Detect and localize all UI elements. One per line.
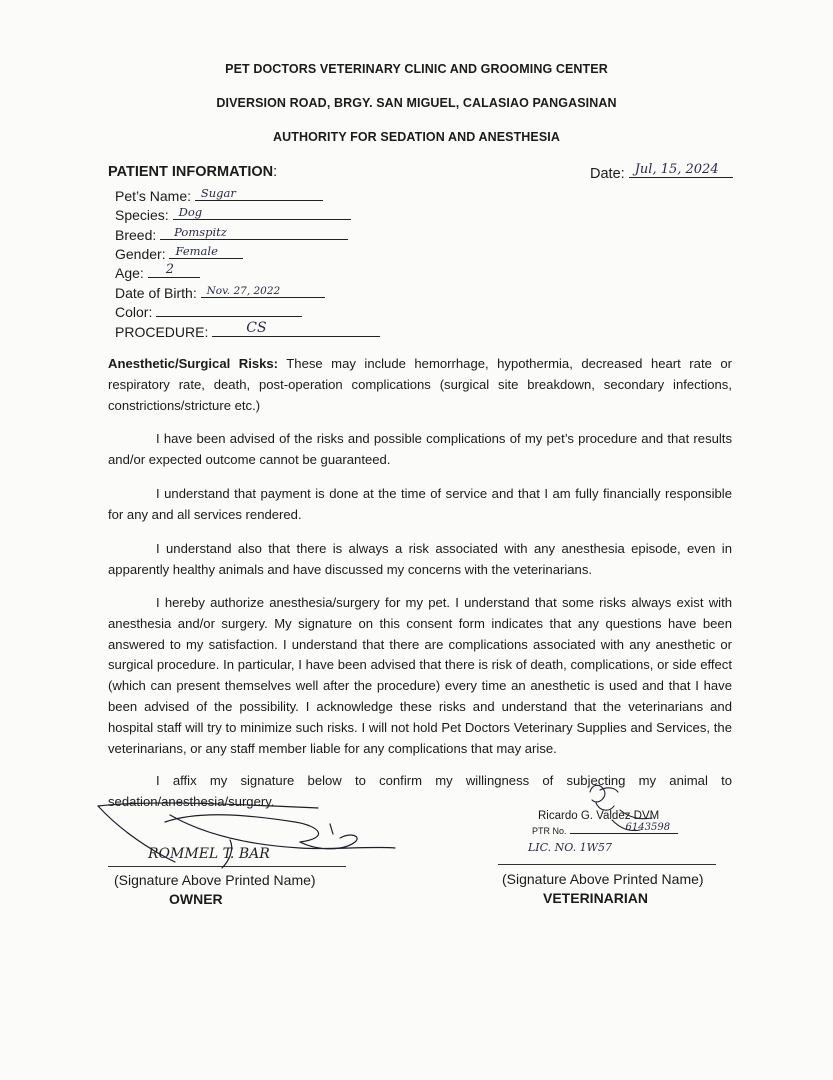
date-value: Jul, 15, 2024 (634, 162, 719, 177)
vet-stamp-name: Ricardo G. Valdez DVM (538, 810, 660, 822)
vet-ptr (532, 824, 678, 836)
pet-name-line (195, 186, 323, 201)
dob-field (115, 283, 325, 301)
risks-text: These may include hemorrhage, hypothermia, decreased heart rate or respiratory rate, death, post-operation complications (surgical site breakdown, secondary infections, constrictions/stricture etc.) (108, 356, 732, 413)
procedure-line (212, 322, 380, 337)
paragraph-payment: I understand that payment is done at the time of service and that I am fully financially responsible for any and all services rendered. (108, 486, 732, 522)
vet-ptr-line (570, 824, 678, 834)
dob-label: Date of Birth: (115, 285, 197, 301)
owner-printed-name: ROMMEL T. BAR (148, 846, 270, 862)
gender-label: Gender: (115, 246, 166, 262)
patient-info-title (108, 164, 277, 180)
species-field (115, 205, 351, 223)
clinic-address: DIVERSION ROAD, BRGY. SAN MIGUEL, CALASIAO PANGASINAN (216, 96, 617, 110)
vet-ptr-value: 6143598 (625, 822, 671, 833)
species-value: Dog (178, 205, 203, 219)
owner-signature-line (108, 866, 346, 867)
vet-signature-caption: (Signature Above Printed Name) (502, 871, 704, 887)
procedure-value: CS (246, 320, 267, 336)
gender-value: Female (175, 244, 218, 258)
age-value: 2 (165, 262, 174, 277)
owner-signature-caption: (Signature Above Printed Name) (114, 872, 316, 888)
date-line (629, 163, 733, 178)
paragraph-advised: I have been advised of the risks and possible complications of my pet’s procedure and that results and/or expected outcome cannot be guaranteed. (108, 431, 732, 467)
paragraph-authorize: I hereby authorize anesthesia/surgery for my pet. I understand that some risks always exist with anesthesia and/or surgery. My signature on this consent form indicates that any questions have been answered to my satisfaction. I understand that there are complications associated with any anesthetic or surgical procedure. In particular, I have been advised that there is risk of death, complications, or side effect (which can present themselves well after the procedure) every time an anesthetic is used and that I have been advised of the possibility. I acknowledge these risks and understand that the veterinarians and hospital staff will try to minimize such risks. I will not hold Pet Doctors Veterinary Supplies and Services, the veterinarians, or any staff member liable for any complications that may arise. (108, 595, 732, 756)
breed-line (160, 225, 348, 240)
pet-name-label: Pet’s Name: (115, 188, 191, 204)
age-line (148, 263, 200, 278)
paragraph-risk: I understand also that there is always a risk associated with any anesthesia episode, even in apparently healthy animals and have discussed my concerns with the veterinarians. (108, 541, 732, 577)
procedure-label: PROCEDURE: (115, 324, 209, 340)
species-label: Species: (115, 207, 169, 223)
breed-field (115, 225, 348, 243)
age-field (115, 263, 200, 281)
patient-info-title-text: PATIENT INFORMATION (108, 164, 274, 180)
age-label: Age: (115, 265, 144, 281)
form-title: AUTHORITY FOR SEDATION AND ANESTHESIA (272, 130, 561, 144)
date-label: Date: (590, 166, 625, 182)
dob-line (201, 283, 325, 298)
vet-ptr-label: PTR No. (532, 826, 567, 836)
paragraph-affix: I affix my signature below to confirm my willingness of subjecting my animal to sedation/anesthesia/surgery. (108, 773, 732, 809)
vet-signature-line (498, 864, 716, 865)
owner-role: OWNER (169, 891, 223, 907)
pet-name-value: Sugar (200, 186, 236, 200)
risks-paragraph (108, 354, 732, 416)
color-label: Color: (115, 304, 153, 320)
vet-role: VETERINARIAN (543, 890, 649, 906)
gender-line (169, 244, 243, 259)
species-line (173, 205, 351, 220)
colon: : (273, 164, 278, 180)
procedure-field (115, 322, 380, 340)
breed-value: Pomspitz (174, 225, 227, 239)
date-field (590, 163, 733, 182)
risks-label: Anesthetic/Surgical Risks: (108, 356, 279, 371)
clinic-name: PET DOCTORS VETERINARY CLINIC AND GROOMING CENTER (225, 62, 608, 76)
dob-value: Nov. 27, 2022 (206, 285, 281, 297)
vet-license: LIC. NO. 1W57 (528, 841, 612, 854)
gender-field (115, 244, 243, 262)
breed-label: Breed: (115, 227, 157, 243)
color-field (115, 302, 302, 320)
pet-name-field (115, 186, 323, 204)
color-line (156, 302, 302, 317)
